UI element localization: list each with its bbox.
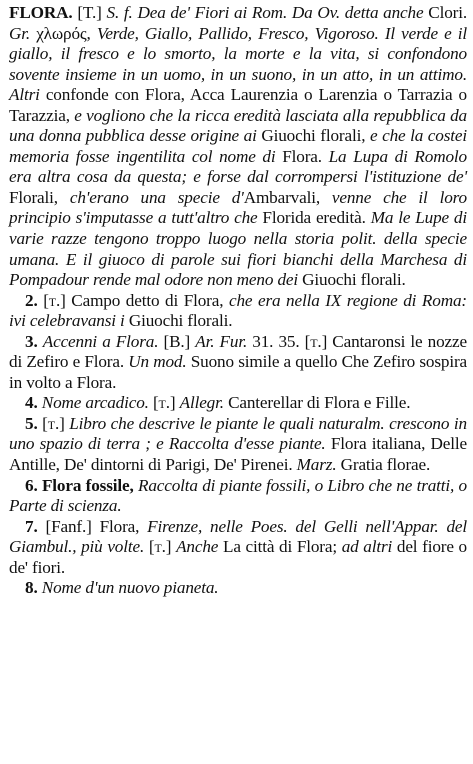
text-run: Canterellar di Flora e Fille. [223, 393, 411, 413]
text-run: ] [165, 537, 177, 557]
entry-8 [9, 578, 467, 599]
text-run: del fiore o de' fiori. [9, 537, 467, 577]
text-run: La città di Flora; [218, 537, 342, 557]
text-run: [ [148, 393, 159, 413]
text-run: Gr. [9, 23, 31, 43]
entry-3 [9, 332, 467, 394]
entry-5 [9, 414, 467, 476]
text-run: t. [48, 290, 61, 310]
text-run: Florali, [9, 187, 70, 207]
text-run: 2. [25, 290, 38, 310]
text-run: Un mod. [128, 352, 187, 372]
text-run: venne che il loro principio s'imputasse a tutt'altro che [9, 187, 467, 228]
text-run: 31. 35. [ [247, 331, 311, 351]
entry-2 [9, 291, 467, 332]
text-run: [B.] [158, 331, 196, 351]
text-run: Accenni a Flora. [42, 331, 159, 351]
text-run: Nome arcadico. [41, 393, 149, 413]
text-run: Flora fossile, [41, 475, 134, 495]
text-run: t. [158, 393, 170, 413]
text-run: Clori. [423, 3, 467, 22]
entry-7 [9, 517, 467, 579]
text-run: Giuochi florali. [124, 311, 233, 331]
text-run: Florida eredità. [257, 208, 371, 228]
text-run: [ [144, 537, 155, 557]
text-run: χλωρός, [30, 23, 97, 43]
text-run: Libro che descrive le piante le quali naturalm. crescono in uno spazio di terra ; e Raccolta d'esse piante. [9, 413, 467, 454]
text-run: Allegr. [179, 393, 224, 413]
text-run: che era nella IX regione di Roma: ivi celebravansi i [9, 290, 467, 331]
text-run: ] Campo detto di Flora, [60, 290, 229, 310]
text-run: 5. [25, 413, 38, 433]
text-run: e che la costei memoria fosse ingentilita col nome di [9, 126, 467, 166]
text-run: Raccolta di piante fossili, o Libro che ne tratti, o Parte di scienza. [9, 475, 467, 516]
text-run: Anche [176, 537, 219, 557]
text-run: 8. [25, 578, 38, 598]
text-run: [ [37, 290, 49, 310]
text-run: t. [154, 537, 166, 557]
text-run: Firenze, nelle Poes. del Gelli nell'Appar. del Giambul., più volte. [9, 516, 467, 557]
entry-4 [9, 393, 467, 414]
text-run: Suono simile a quello Che Zefiro sospira in volto a Flora. [9, 352, 467, 392]
text-run: Giuochi florali, [256, 126, 370, 146]
text-run: Marz. [296, 455, 337, 475]
text-run: [Fanf.] Flora, [37, 516, 148, 536]
text-run: Nome d'un nuovo pianeta. [41, 578, 219, 598]
text-run: [T.] [72, 3, 107, 22]
text-run: Verde, Giallo, Pallido, Fresco, Vigoroso. Il verde e il giallo, il fresco e lo smorto, la morte e la vita, si confondono sovente insieme in un uomo, in un suono, in un atto, in un attimo. Altri [9, 23, 468, 105]
text-run: Flora. [275, 146, 329, 166]
text-run: ] [59, 413, 70, 433]
text-run: 4. [25, 393, 38, 413]
text-run: S. f. Dea de' Fiori ai Rom. Da Ov. detta anche [106, 3, 424, 22]
text-run: Ma le Lupe di varie razze tengono troppo luogo nella storia polit. della specie umana. E il giuoco di parole sui fiori bianchi della Marchesa di Pompadour rende mal odore non meno dei [9, 208, 467, 290]
text-run: ] [169, 393, 180, 413]
text-run: confonde con Flora, Acca Laurenzia o Larenzia o Tarrazia o Tarazzia, [9, 85, 467, 125]
entry-main [9, 3, 467, 291]
text-run: 6. [25, 475, 38, 495]
text-run: 7. [25, 516, 38, 536]
text-run: Gratia florae. [336, 455, 431, 475]
text-run: Flora italiana, Delle Antille, De' dintorni di Parigi, De' Pirenei. [9, 434, 468, 475]
entry-6 [9, 476, 467, 517]
text-run: La Lupa di Romolo era altra cosa da questa; e forse dal corrompersi l'istituzione de' [9, 146, 467, 187]
text-run: ] Cantaronsi le nozze di Zefiro e Flora. [9, 331, 467, 372]
text-run: ad altri [341, 537, 393, 557]
text-run: FLORA. [9, 3, 73, 22]
text-run: t. [47, 413, 60, 433]
text-run: Giuochi florali. [298, 270, 406, 290]
text-run: Ar. Fur. [195, 331, 248, 351]
text-run: [ [37, 413, 48, 433]
text-run: Ambarvali, [243, 187, 332, 207]
text-run: e vogliono che la ricca eredità lasciata alla repubblica da una donna pubblica desse origine ai [9, 105, 467, 146]
text-run: t. [310, 331, 322, 351]
text-run: 3. [25, 331, 38, 351]
text-run: ch'erano una specie d' [69, 187, 244, 207]
